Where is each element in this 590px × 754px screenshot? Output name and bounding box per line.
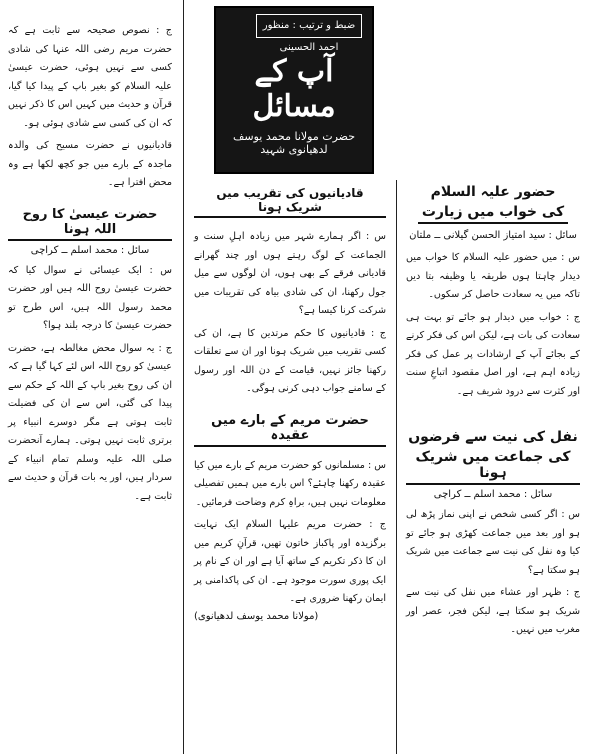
headline-text: حضرت مریم کے بارے میں عقیدہ <box>194 413 386 447</box>
article-headline <box>194 413 386 447</box>
article-byline: سائل : محمد اسلم ــ کراچی <box>30 244 150 256</box>
article-headline <box>8 207 172 241</box>
column-right <box>402 180 584 754</box>
column-divider <box>396 180 397 754</box>
answer-paragraph: ج : نصوص صحیحہ سے ثابت ہے کہ حضرت مریم رضی اللہ عنہا کی شادی کسی سے نہیں ہوئی، حضرت عیسیٰ علیہ السلام کو بغیر باپ کے پیدا کیا گیا، قرآن و حدیث میں کہیں اس کا ذکر نہیں کہ ان کی کسی سے شادی ہوئی ہو۔ <box>8 25 172 129</box>
answer-paragraph: ج : یہ سوال محض مغالطہ ہے، حضرت عیسیٰ کو روح اللہ اس لئے کہا گیا ہے کہ ان کی روح بغیر باپ کے اللہ کے حکم سے پیدا کی گئی، اس سے ان کی فضیلت ثابت ہوتی ہے مگر دوسرے انبیاء پر برتری ثابت نہیں ہوتی۔ ہمارے آنحضرت صلی اللہ علیہ وسلم تمام انبیاء کے سردار ہیں، اور یہ بات قرآن و حدیث سے ثابت ہے۔ <box>7 342 172 502</box>
answer-paragraph: ج : ظہر اور عشاء میں نفل کی نیت سے شریک ہو سکتا ہے، لیکن فجر، عصر اور مغرب میں نہیں۔ <box>406 587 580 635</box>
answer-paragraph: ج : قادیانیوں کا حکم مرتدین کا ہے، ان کی کسی تقریب میں شریک ہونا اور ان سے تعلقات رکھنا جائز نہیں، قیامت کے دن اللہ اور رسول کے سامنے جواب دہی کرنی ہوگی۔ <box>194 327 386 394</box>
answer-paragraph: قادیانیوں نے حضرت مسیح کی والدہ ماجدہ کے بارے میں جو کچھ لکھا ہے وہ محض افترا ہے۔ <box>8 140 172 188</box>
column-divider <box>183 0 184 754</box>
compiler-credit: ضبط و ترتیب : منظور احمد الحسینی <box>256 14 362 38</box>
headline-text: حضرت عیسیٰ کا روح اللہ ہونا <box>8 207 172 241</box>
question-paragraph: س : اگر ہمارے شہر میں زیادہ اہلِ سنت و الجماعت کے لوگ رہتے ہوں اور چند گھرانے قادیانی فرقے کے بھی ہوں، ان لوگوں سے میل جول رکھنا، ان کی شادی بیاہ کی تقریبات میں شرکت کرنا کیسا ہے؟ <box>194 231 386 316</box>
column-left <box>6 0 176 754</box>
article-byline: سائل : سید امتیاز الحسن گیلانی ــ ملتان <box>409 230 577 241</box>
article-subheadline <box>406 449 580 485</box>
article-headline: حضور علیہ السلام <box>430 184 556 200</box>
article-headline <box>194 186 386 218</box>
subheadline-text: کی جماعت میں شریک ہونا <box>406 449 580 485</box>
article-byline: سائل : محمد اسلم ــ کراچی <box>433 489 553 500</box>
subheadline-text: کی خواب میں زیارت <box>418 204 568 224</box>
signoff: (مولانا محمد یوسف لدھیانوی) <box>194 610 319 622</box>
column-middle <box>190 180 390 754</box>
question-paragraph: س : میں حضور علیہ السلام کا خواب میں دیدار چاہتا ہوں طریقہ یا وظیفہ بتا دیں تاکہ میں یہ سعادت حاصل کر سکوں۔ <box>406 252 580 300</box>
article-subheadline <box>406 204 580 224</box>
question-paragraph: س : مسلمانوں کو حضرت مریم کے بارے میں کیا عقیدہ رکھنا چاہئے؟ اس بارے میں ہمیں تفصیلی معلومات نہیں ہیں، براہِ کرم وضاحت فرمائیں۔ <box>194 459 386 508</box>
answer-paragraph: ج : خواب میں دیدار ہو جائے تو بہت ہی سعادت کی بات ہے، لیکن اس کی فکر کرنے کے بجائے آپ کے ارشادات پر عمل کی فکر زیادہ اہم ہے، اور اصل مقصود اتباعِ سنت اور کثرت سے درود شریف ہے۔ <box>406 311 580 397</box>
question-paragraph: س : اگر کسی شخص نے اپنی نماز پڑھ لی ہو اور بعد میں جماعت کھڑی ہو جائے تو کیا وہ نفل کی نیت سے جماعت میں شریک ہو سکتا ہے؟ <box>406 509 580 576</box>
masthead <box>214 6 374 174</box>
headline-text: قادیانیوں کی تقریب میں شریک ہونا <box>194 186 386 218</box>
article-headline: نفل کی نیت سے فرضوں <box>408 429 578 445</box>
question-paragraph: س : ایک عیسائی نے سوال کیا کہ حضرت عیسیٰ روح اللہ ہیں اور حضرت محمد رسول اللہ ہیں، اس طرح تو حضرت عیسیٰ کا درجہ بلند ہوا؟ <box>8 264 172 331</box>
column-logo: آپ کے مسائل <box>252 54 336 124</box>
author-credit: حضرت مولانا محمد یوسف لدھیانوی شہید <box>233 130 355 156</box>
answer-paragraph: ج : حضرت مریم علیہا السلام ایک نہایت برگزیدہ اور پاکباز خاتون تھیں، قرآنِ کریم میں ان کا ذکر تکریم کے ساتھ آیا ہے اور ان کے نام پر ایک پوری سورت موجود ہے۔ ان کی پاکدامنی پر ایمان رکھنا ضروری ہے۔ <box>194 519 386 604</box>
